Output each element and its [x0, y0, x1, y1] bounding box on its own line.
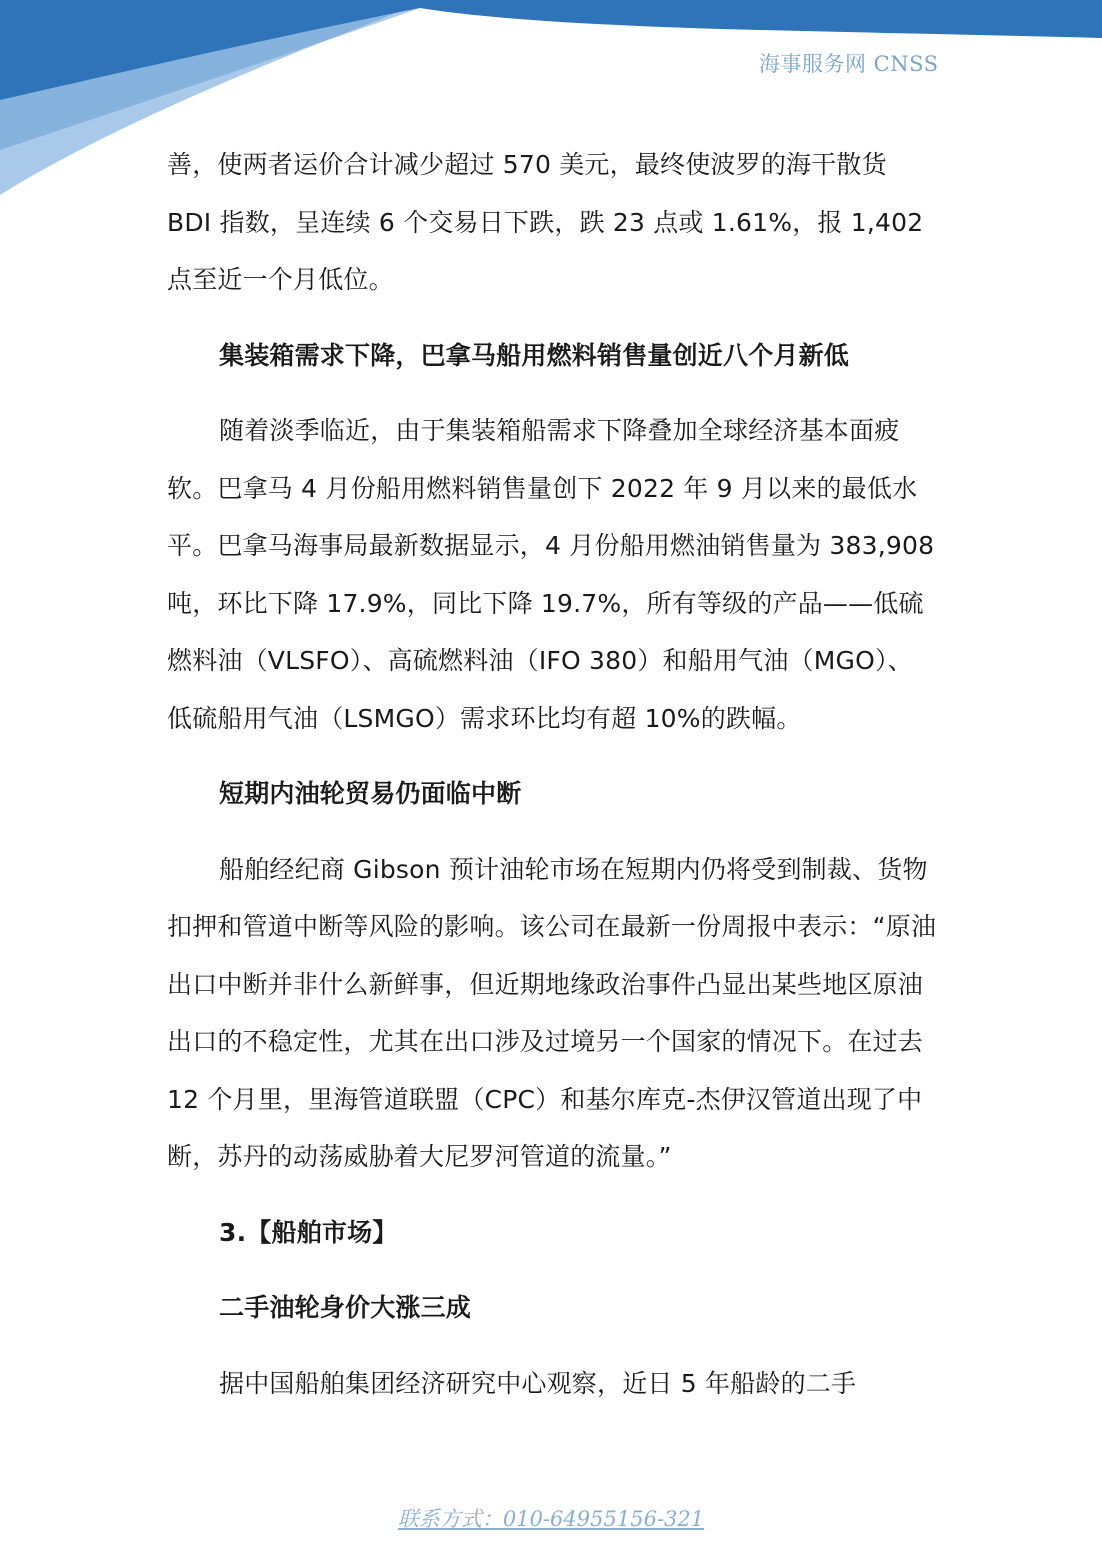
- section-heading-ship-market: 3.【船舶市场】: [219, 1217, 398, 1247]
- paragraph-panama-bunker: 随着淡季临近，由于集装箱船需求下降叠加全球经济基本面疲软。巴拿马 4 月份船用燃料销售量创下 2022 年 9 月以来的最低水平。巴拿马海事局最新数据显示，4 月份船用燃油销售量为 383,908 吨，环比下降 17.9%，同比下降 19.7%，所有等级的产品——低硫燃料油（VLSFO）、高硫燃料油（IFO 380）和船用气油（MGO）、低硫船用气油（LSMGO）需求环比均有超 10%的跌幅。: [167, 416, 935, 733]
- section-heading-tanker-trade: 短期内油轮贸易仍面临中断: [219, 779, 522, 808]
- footer-contact: 联系方式：010-64955156-321: [397, 1507, 705, 1531]
- paragraph-secondhand-tankers: 据中国船舶集团经济研究中心观察，近日 5 年船龄的二手: [219, 1368, 857, 1398]
- header-brand: 海事服务网 CNSS: [759, 52, 939, 76]
- paragraph-tanker-trade: 船舶经纪商 Gibson 预计油轮市场在短期内仍将受到制裁、货物扣押和管道中断等风险的影响。该公司在最新一份周报中表示：“原油出口中断并非什么新鲜事，但近期地缘政治事件凸显出某些地区原油出口的不稳定性，尤其在出口涉及过境另一个国家的情况下。在过去 12 个月里，里海管道联盟（CPC）和基尔库克-杰伊汉管道出现了中断，苏丹的动荡威胁着大尼罗河管道的流量。”: [167, 854, 937, 1171]
- document-body: [167, 136, 937, 1412]
- section-heading-container-demand: 集装箱需求下降，巴拿马船用燃料销售量创近八个月新低: [219, 340, 850, 370]
- continuation-paragraph: 善，使两者运价合计减少超过 570 美元，最终使波罗的海干散货 BDI 指数，呈连续 6 个交易日下跌，跌 23 点或 1.61%，报 1,402 点至近一个月低位。: [167, 150, 924, 294]
- subheading-secondhand-tankers: 二手油轮身价大涨三成: [219, 1293, 472, 1322]
